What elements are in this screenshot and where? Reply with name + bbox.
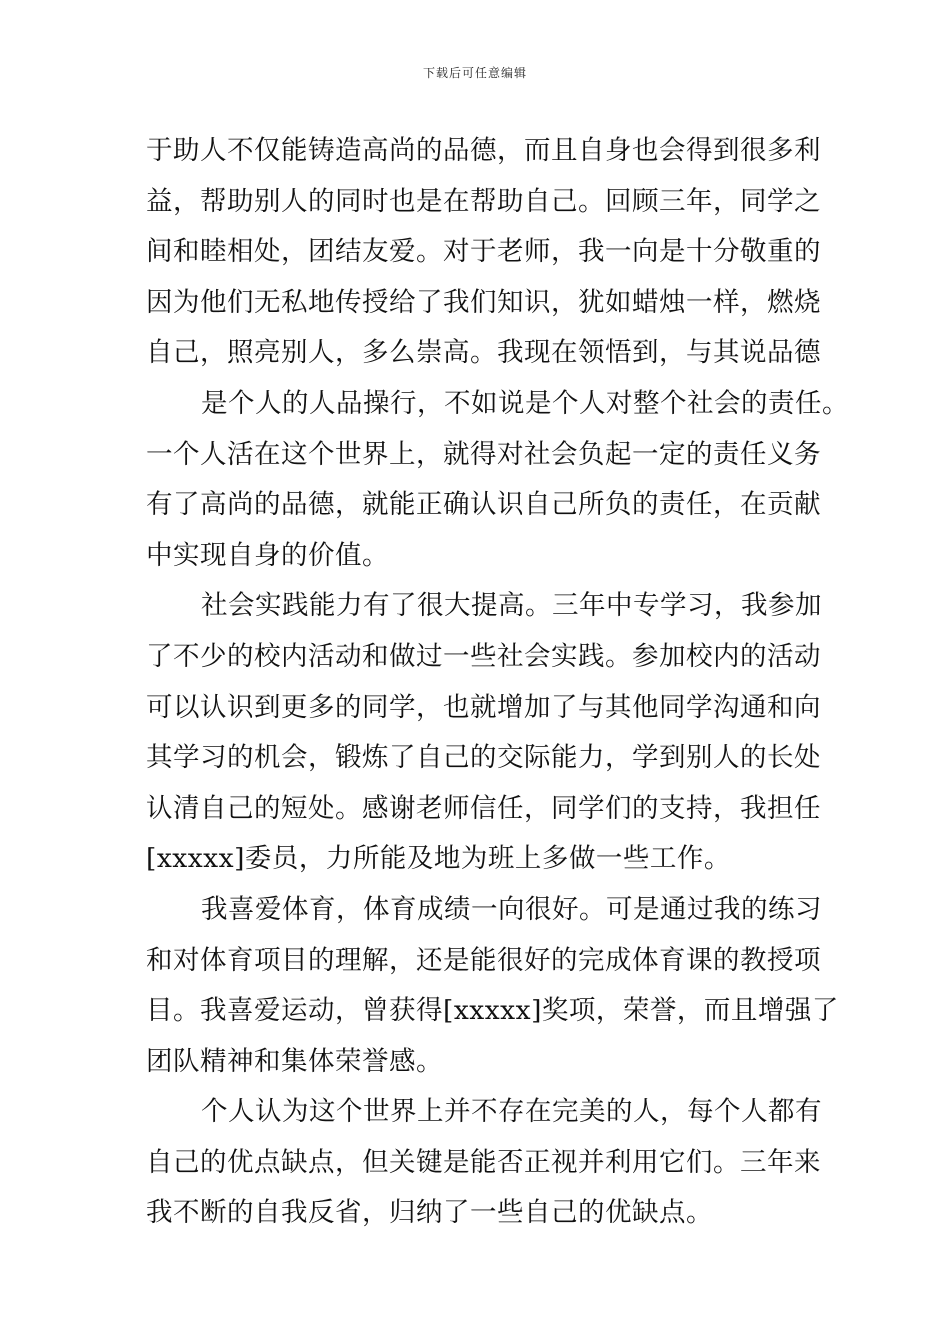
- document-body: [146, 126, 849, 1239]
- text-line: 间和睦相处，团结友爱。对于老师，我一向是十分敬重的: [146, 236, 821, 268]
- text-line: 自己，照亮别人，多么崇高。我现在领悟到，与其说品德: [146, 337, 821, 369]
- text-line: 了不少的校内活动和做过一些社会实践。参加校内的活动: [146, 640, 821, 672]
- text-line: 是个人的人品操行，不如说是个人对整个社会的责任。: [201, 387, 849, 419]
- text-line: 有了高尚的品德，就能正确认识自己所负的责任，在贡献: [146, 489, 821, 521]
- text-line: 一个人活在这个世界上，就得对社会负起一定的责任义务: [146, 438, 821, 470]
- text-line: 因为他们无私地传授给了我们知识，犹如蜡烛一样，燃烧: [146, 286, 821, 318]
- text-line: 认清自己的短处。感谢老师信任，同学们的支持，我担任: [146, 792, 821, 824]
- text-line: 中实现自身的价值。: [146, 539, 389, 571]
- text-line: 自己的优点缺点，但关键是能否正视并利用它们。三年来: [146, 1146, 821, 1178]
- text-line: 和对体育项目的理解，还是能很好的完成体育课的教授项: [146, 944, 821, 976]
- text-line: 个人认为这个世界上并不存在完美的人，每个人都有: [201, 1096, 822, 1128]
- text-line: 我喜爱体育，体育成绩一向很好。可是通过我的练习: [201, 893, 822, 925]
- text-line: 益，帮助别人的同时也是在帮助自己。回顾三年，同学之: [146, 185, 821, 217]
- text-line: 目。我喜爱运动，曾获得[xxxxx]奖项，荣誉，而且增强了: [146, 995, 839, 1027]
- text-line: 我不断的自我反省，归纳了一些自己的优缺点。: [146, 1197, 713, 1229]
- text-line: 社会实践能力有了很大提高。三年中专学习，我参加: [201, 590, 822, 622]
- text-line: 其学习的机会，锻炼了自己的交际能力，学到别人的长处: [146, 742, 821, 774]
- text-line: [xxxxx]委员，力所能及地为班上多做一些工作。: [146, 843, 731, 875]
- text-line: 可以认识到更多的同学，也就增加了与其他同学沟通和向: [146, 691, 821, 723]
- text-line: 团队精神和集体荣誉感。: [146, 1045, 443, 1077]
- page-header: 下载后可任意编辑: [422, 66, 527, 80]
- text-line: 于助人不仅能铸造高尚的品德，而且自身也会得到很多利: [146, 135, 821, 166]
